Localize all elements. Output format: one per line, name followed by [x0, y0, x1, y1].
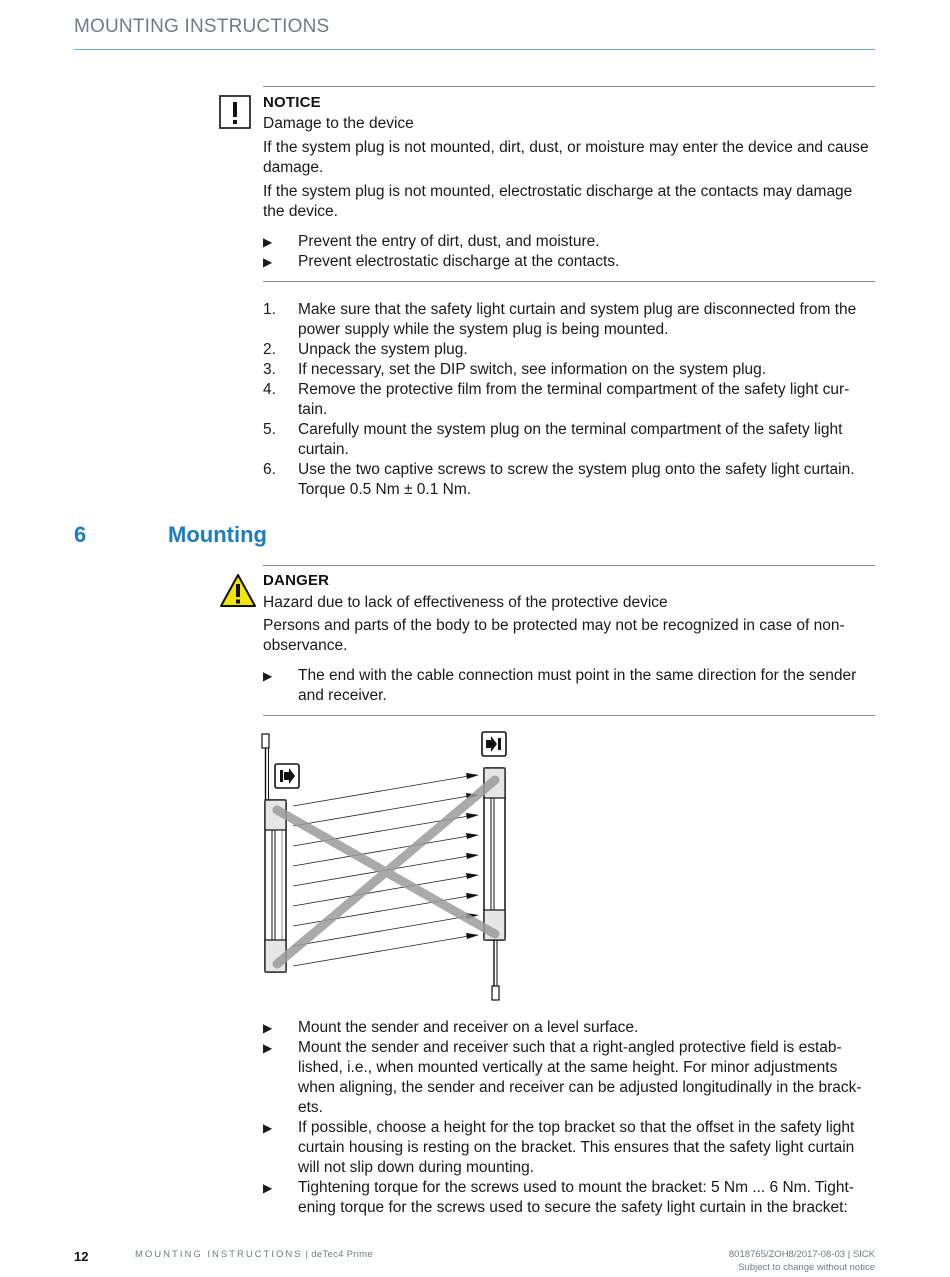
notice-subtitle: Damage to the device — [263, 115, 414, 132]
step-text: Remove the protective film from the terminal compartment of the safety light cur-tain. — [298, 381, 850, 418]
notice-bullet-text: Prevent electrostatic discharge at the contacts. — [298, 253, 620, 270]
header-rule — [74, 49, 875, 50]
danger-top-rule — [263, 565, 875, 566]
page-number: 12 — [74, 1249, 89, 1264]
mount-bullet-text: Tightening torque for the screws used to mount the bracket: 5 Nm ... 6 Nm. Tight-ening torque for the screws used to secure the safety light curtain in the bracket: — [298, 1179, 854, 1216]
sender-connector — [262, 734, 269, 748]
mount-bullet-text: Mount the sender and receiver on a level surface. — [298, 1019, 639, 1036]
danger-paragraph: Persons and parts of the body to be protected may not be recognized in case of non-observance. — [263, 617, 845, 654]
bullet-marker: ▶ — [263, 235, 273, 249]
step-number: 3. — [263, 361, 276, 378]
step-number: 1. — [263, 301, 276, 318]
step-number: 5. — [263, 421, 276, 438]
footer-disclaimer: Subject to change without notice — [738, 1262, 875, 1273]
bullet-marker: ▶ — [263, 1181, 273, 1195]
receiver-housing — [484, 768, 505, 940]
footer-doc-type: MOUNTING INSTRUCTIONS — [135, 1249, 303, 1260]
step-text: If necessary, set the DIP switch, see information on the system plug. — [298, 361, 767, 378]
step-text: Make sure that the safety light curtain and system plug are disconnected from the power supply while the system plug is being mounted. — [298, 301, 857, 338]
section-title: Mounting — [168, 522, 267, 547]
footer-product: deTec4 Prime — [311, 1249, 373, 1260]
step-number: 2. — [263, 341, 276, 358]
notice-paragraph-2: If the system plug is not mounted, electrostatic discharge at the contacts may damage the device. — [263, 183, 853, 220]
notice-bottom-rule — [263, 281, 875, 282]
bullet-marker: ▶ — [263, 255, 273, 269]
sender-housing — [265, 800, 286, 972]
bullet-marker: ▶ — [263, 1041, 273, 1055]
running-header: MOUNTING INSTRUCTIONS — [74, 16, 330, 37]
danger-warning-triangle-icon — [219, 573, 257, 608]
danger-bullet-text: The end with the cable connection must point in the same direction for the sender and receiver. — [298, 667, 857, 704]
bullet-marker: ▶ — [263, 669, 273, 683]
receiver-connector — [492, 986, 499, 1000]
footer-doc-title — [135, 1249, 373, 1260]
sender-icon — [275, 764, 299, 788]
notice-exclamation-icon — [219, 95, 251, 129]
sender-receiver-orientation-figure — [255, 728, 525, 1008]
danger-bottom-rule — [263, 715, 875, 716]
footer-doc-code: 8018765/ZOH8/2017-08-03 | SICK — [728, 1249, 875, 1260]
bullet-marker: ▶ — [263, 1121, 273, 1135]
cross-out-mark — [277, 780, 495, 964]
step-text: Carefully mount the system plug on the terminal compartment of the safety light curtain. — [298, 421, 843, 458]
notice-top-rule — [263, 86, 875, 87]
section-number: 6 — [74, 522, 87, 547]
step-number: 4. — [263, 381, 276, 398]
mount-bullet-text: If possible, choose a height for the top bracket so that the offset in the safety light curtain housing is resting on the bracket. This ensures that the safety light curtain will not slip down during mounting. — [298, 1119, 855, 1176]
notice-label: NOTICE — [263, 94, 321, 111]
step-number: 6. — [263, 461, 276, 478]
danger-subtitle: Hazard due to lack of effectiveness of the protective device — [263, 594, 668, 611]
step-text: Unpack the system plug. — [298, 341, 468, 358]
danger-label: DANGER — [263, 572, 330, 589]
receiver-icon — [482, 732, 506, 756]
step-text: Use the two captive screws to screw the system plug onto the safety light curtain. Torque 0.5 Nm ± 0.1 Nm. — [298, 461, 855, 498]
mount-bullet-text: Mount the sender and receiver such that a right-angled protective field is estab-lished, i.e., when mounted vertically at the same height. For minor adjustments when aligning, the sender and receiver can be adjusted longitudinally in the brack-ets. — [298, 1039, 862, 1116]
notice-paragraph-1: If the system plug is not mounted, dirt, dust, or moisture may enter the device and cause damage. — [263, 139, 869, 176]
notice-bullet-text: Prevent the entry of dirt, dust, and moisture. — [298, 233, 600, 250]
footer-separator: | — [302, 1249, 312, 1260]
bullet-marker: ▶ — [263, 1021, 273, 1035]
